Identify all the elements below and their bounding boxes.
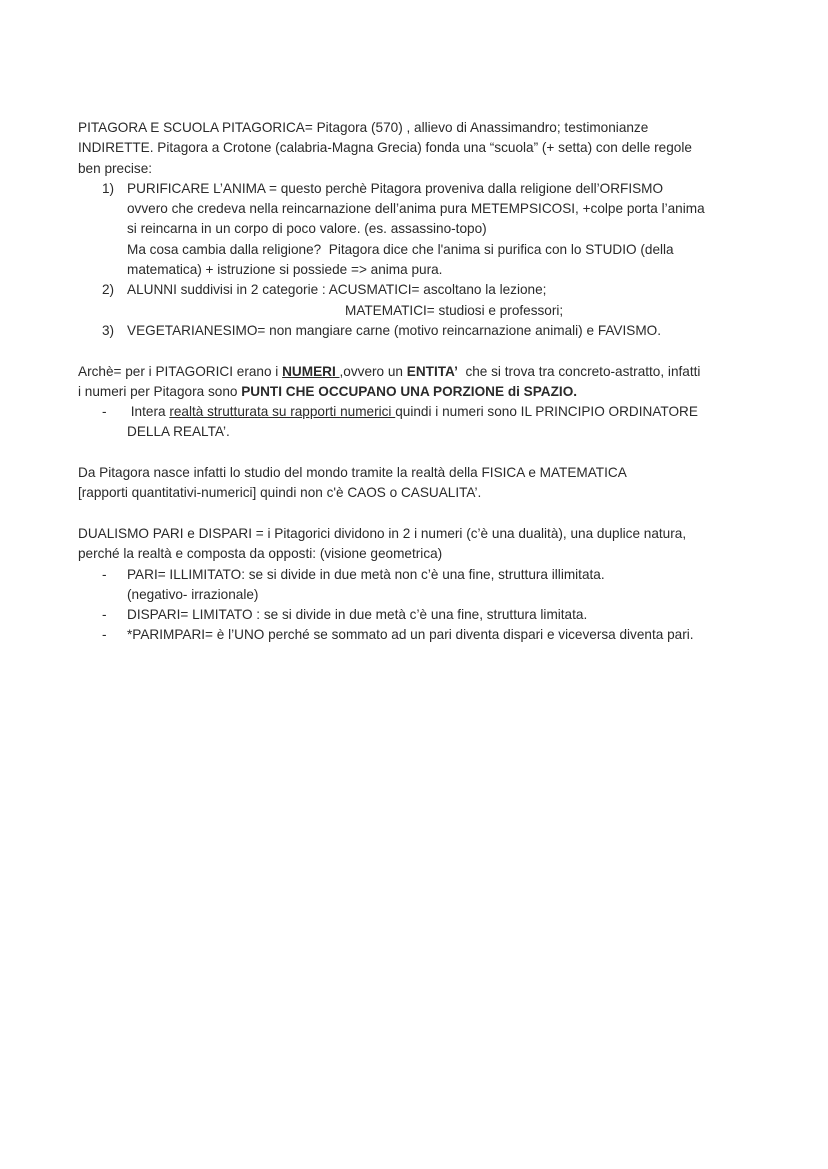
text-run: [rapporti quantitativi-numerici] quindi non c'è CAOS o CASUALITA’. [78, 485, 482, 501]
text-run: PITAGORA E SCUOLA PITAGORICA= Pitagora (570) , allievo di Anassimandro; testimonianze [78, 120, 649, 135]
text-run: realtà strutturata su rapporti numerici [169, 404, 396, 420]
text-run: DUALISMO PARI e DISPARI = i Pitagorici dividono in 2 i numeri (c’è una dualità), una duplice natura, [78, 525, 687, 541]
text-line [127, 585, 772, 605]
dash-list-item [78, 402, 772, 443]
text-line [78, 362, 772, 382]
document-content [78, 118, 772, 646]
tabbed-line [78, 301, 772, 321]
text-run: PARI= ILLIMITATO: se si divide in due metà non c’è una fine, struttura illimitata. [127, 566, 605, 582]
text-line [127, 199, 772, 219]
text-run: Archè= per i PITAGORICI erano i [78, 363, 283, 379]
text-run: ovvero che credeva nella reincarnazione dell’anima pura METEMPSICOSI, +colpe porta l’anima [127, 201, 705, 217]
numbered-list-item [78, 179, 772, 280]
text-run: NUMERI [282, 363, 340, 379]
blank-line [78, 443, 772, 463]
text-line [127, 422, 772, 442]
paragraph [78, 524, 772, 565]
paragraph [78, 463, 772, 504]
text-line [78, 382, 772, 402]
blank-line [78, 504, 772, 524]
text-run: si reincarna in un corpo di poco valore. (es. assassino-topo) [127, 221, 487, 237]
text-run: quindi i numeri sono IL PRINCIPIO ORDINATORE [395, 404, 698, 420]
text-line [345, 301, 772, 321]
text-run: Ma cosa cambia dalla religione? Pitagora dice che l'anima si purifica con lo STUDIO (della [127, 241, 674, 257]
text-line [78, 118, 772, 138]
text-run: MATEMATICI= studiosi e professori; [345, 302, 564, 318]
text-line [127, 280, 772, 300]
text-run: PUNTI CHE OCCUPANO UNA PORZIONE di SPAZIO. [241, 383, 578, 399]
text-run: Da Pitagora nasce infatti lo studio del mondo tramite la realtà della FISICA e MATEMATICA [78, 465, 627, 481]
paragraph [78, 118, 772, 179]
list-marker: - [102, 566, 107, 582]
text-run: DISPARI= LIMITATO : se si divide in due metà c’è una fine, struttura limitata. [127, 607, 588, 623]
list-marker: - [102, 607, 107, 623]
paragraph [78, 362, 772, 403]
text-line [78, 463, 772, 483]
text-run: (negativo- irrazionale) [127, 586, 259, 602]
text-run: matematica) + istruzione si possiede => anima pura. [127, 262, 443, 278]
text-run: ENTITA’ [406, 363, 458, 379]
text-line [127, 179, 772, 199]
text-line [127, 402, 772, 422]
text-run: *PARIMPARI= è l’UNO perché se sommato ad un pari diventa dispari e viceversa diventa pari. [127, 627, 694, 643]
text-run: PURIFICARE L’ANIMA = questo perchè Pitagora proveniva dalla religione dell’ORFISMO [127, 180, 664, 196]
text-run: ALUNNI suddivisi in 2 categorie : ACUSMATICI= ascoltano la lezione; [127, 282, 547, 298]
text-line [127, 605, 772, 625]
list-marker: - [102, 627, 107, 643]
text-run: INDIRETTE. Pitagora a Crotone (calabria-Magna Grecia) fonda una “scuola” (+ setta) con delle regole [78, 140, 692, 156]
text-line [78, 138, 772, 158]
text-line [127, 219, 772, 239]
numbered-list-item [78, 321, 772, 341]
text-line [78, 483, 772, 503]
text-run: Intera [127, 404, 170, 420]
list-marker: 1) [102, 180, 115, 196]
blank-line [78, 341, 772, 361]
text-run: ben precise: [78, 160, 153, 176]
list-marker: 2) [102, 282, 115, 298]
numbered-list-item [78, 280, 772, 300]
text-line [127, 321, 772, 341]
text-line [127, 625, 772, 645]
text-run: i numeri per Pitagora sono [78, 383, 242, 399]
text-run: VEGETARIANESIMO= non mangiare carne (motivo reincarnazione animali) e FAVISMO. [127, 322, 662, 338]
text-line [127, 565, 772, 585]
text-run: perché la realtà e composta da opposti: (visione geometrica) [78, 546, 443, 562]
text-line [78, 159, 772, 179]
text-run: DELLA REALTA’. [127, 424, 230, 440]
dash-list-item [78, 605, 772, 625]
list-marker: 3) [102, 322, 115, 338]
text-line [78, 524, 772, 544]
text-run: ,ovvero un [339, 363, 407, 379]
text-line [78, 544, 772, 564]
dash-list-item [78, 625, 772, 645]
text-run: che si trova tra concreto-astratto, infatti [457, 363, 701, 379]
text-line [127, 240, 772, 260]
dash-list-item [78, 565, 772, 606]
text-line [127, 260, 772, 280]
list-marker: - [102, 404, 107, 420]
